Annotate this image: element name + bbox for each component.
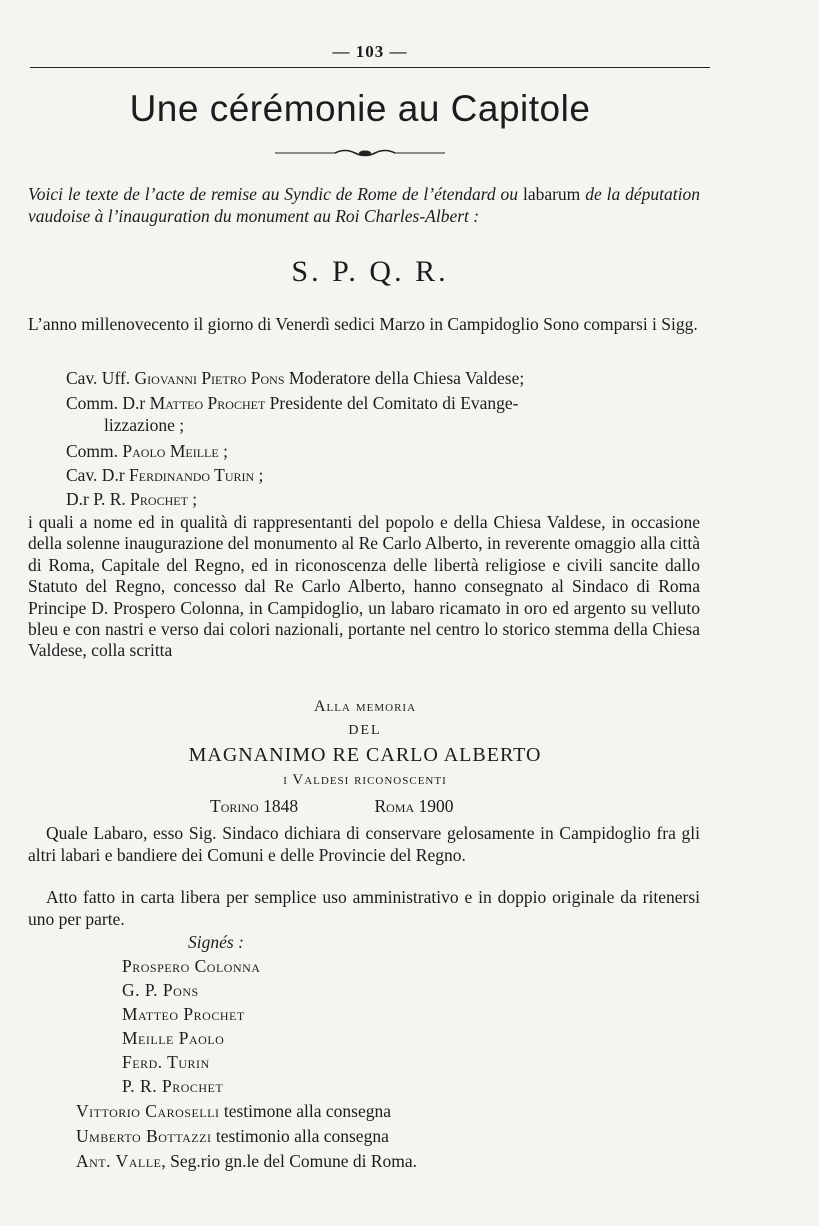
person-name: Paolo Meille <box>122 441 219 461</box>
signer-name: Ferd. Turin <box>122 1052 210 1072</box>
person-prefix: D.r <box>66 489 89 509</box>
signatures-label: Signés : <box>188 932 244 952</box>
person-prefix: Cav. Uff. <box>66 368 131 388</box>
person-role: ; <box>192 489 198 509</box>
signer-name: P. R. Prochet <box>122 1076 224 1096</box>
page-number: — 103 — <box>332 42 408 61</box>
witness-text: testimone alla consegna <box>223 1101 391 1121</box>
person-name: Matteo Prochet <box>149 393 266 413</box>
closing-paragraph-2: Atto fatto in carta libera per semplice uso amministrativo e in doppio originale da ritenersi uno per parte. <box>28 887 700 929</box>
spqr-heading: S. P. Q. R. <box>291 255 449 288</box>
person-line <box>66 488 706 510</box>
person-name: P. R. Prochet <box>93 489 188 509</box>
inscription-date-right: Roma 1900 <box>374 796 454 816</box>
signer-name: Prospero Colonna <box>122 956 261 976</box>
person-line <box>66 392 706 414</box>
signer-name: Matteo Prochet <box>122 1004 245 1024</box>
witness-text: testimonio alla consegna <box>215 1126 389 1146</box>
signer-name: Meille Paolo <box>122 1028 225 1048</box>
intro-text-3: Charles-Albert : <box>363 206 480 226</box>
intro-paragraph <box>28 183 700 227</box>
opening-paragraph: L’anno millenovecento il giorno di Venerdì sedici Marzo in Campidoglio Sono comparsi i Sigg. <box>28 314 698 334</box>
witness-name: Ant. Valle <box>76 1151 162 1171</box>
person-prefix: Cav. D.r <box>66 465 125 485</box>
person-role: ; <box>258 465 264 485</box>
person-role: ; <box>223 441 228 461</box>
witness-text: , Seg.rio gn.le del Comune di Roma. <box>161 1151 418 1171</box>
signer-name: G. P. Pons <box>122 980 199 1000</box>
person-prefix: Comm. D.r <box>66 393 146 413</box>
witness-name: Vittorio Caroselli <box>76 1101 220 1121</box>
person-line-continuation <box>104 414 744 436</box>
inscription-dates <box>210 796 630 817</box>
person-prefix: Comm. <box>66 441 119 461</box>
body-paragraph: i quali a nome ed in qualità di rappresentanti del popolo e della Chiesa Valdese, in occasione della solenne inaugurazione del monumento al Re Carlo Alberto, in reverente omaggio alla città di Roma, Capitale del Regno, ed in riconoscenza delle libertà religiose e civili sancite dallo Statuto del Regno, concesso dal Re Carlo Alberto, hanno consegnato al Sindaco di Roma Principe D. Prospero Colonna, in Campidoglio, un labaro ricamato in oro ed argento su velluto bleu e con nastri e verso dai colori nazionali, portante nel centro lo storico stemma della Chiesa Valdese, colla scritta <box>28 512 700 661</box>
person-line <box>66 440 706 462</box>
article-title: Une cérémonie au Capitole <box>129 88 591 129</box>
closing-paragraph-1: Quale Labaro, esso Sig. Sindaco dichiara di conservare gelosamente in Campidoglio fra gli altri labari e bandiere dei Comuni e delle Provincie del Regno. <box>28 823 700 865</box>
inscription-line-1: Alla memoria <box>313 698 417 715</box>
intro-text-1: Voici le texte de l’acte de remise au Syndic de Rome de l’étendard ou <box>28 184 519 204</box>
witness-line <box>76 1126 389 1147</box>
intro-text-2: de la députation vaudoise à l’inauguration du monument au Roi <box>28 184 700 226</box>
inscription-date-left: Torino 1848 <box>210 796 299 816</box>
person-role: Presidente del Comitato di Evange- <box>269 393 519 413</box>
witness-name: Umberto Bottazzi <box>76 1126 212 1146</box>
inscription-line-4: i Valdesi riconoscenti <box>283 772 447 788</box>
ornament-divider-icon <box>275 147 445 159</box>
person-name: Ferdinando Turin <box>129 465 255 485</box>
person-line <box>66 464 706 486</box>
person-name: Giovanni Pietro Pons <box>134 368 285 388</box>
header-rule <box>30 67 710 68</box>
witness-line <box>76 1101 391 1122</box>
person-role: Moderatore della Chiesa Valdese; <box>288 368 525 388</box>
inscription-line-3: MAGNANIMO RE CARLO ALBERTO <box>188 744 542 766</box>
witness-line <box>76 1151 417 1172</box>
intro-text-labarum: labarum <box>522 184 581 204</box>
inscription-line-2: DEL <box>348 723 382 738</box>
person-role: lizzazione ; <box>104 415 185 435</box>
person-line <box>66 367 706 389</box>
